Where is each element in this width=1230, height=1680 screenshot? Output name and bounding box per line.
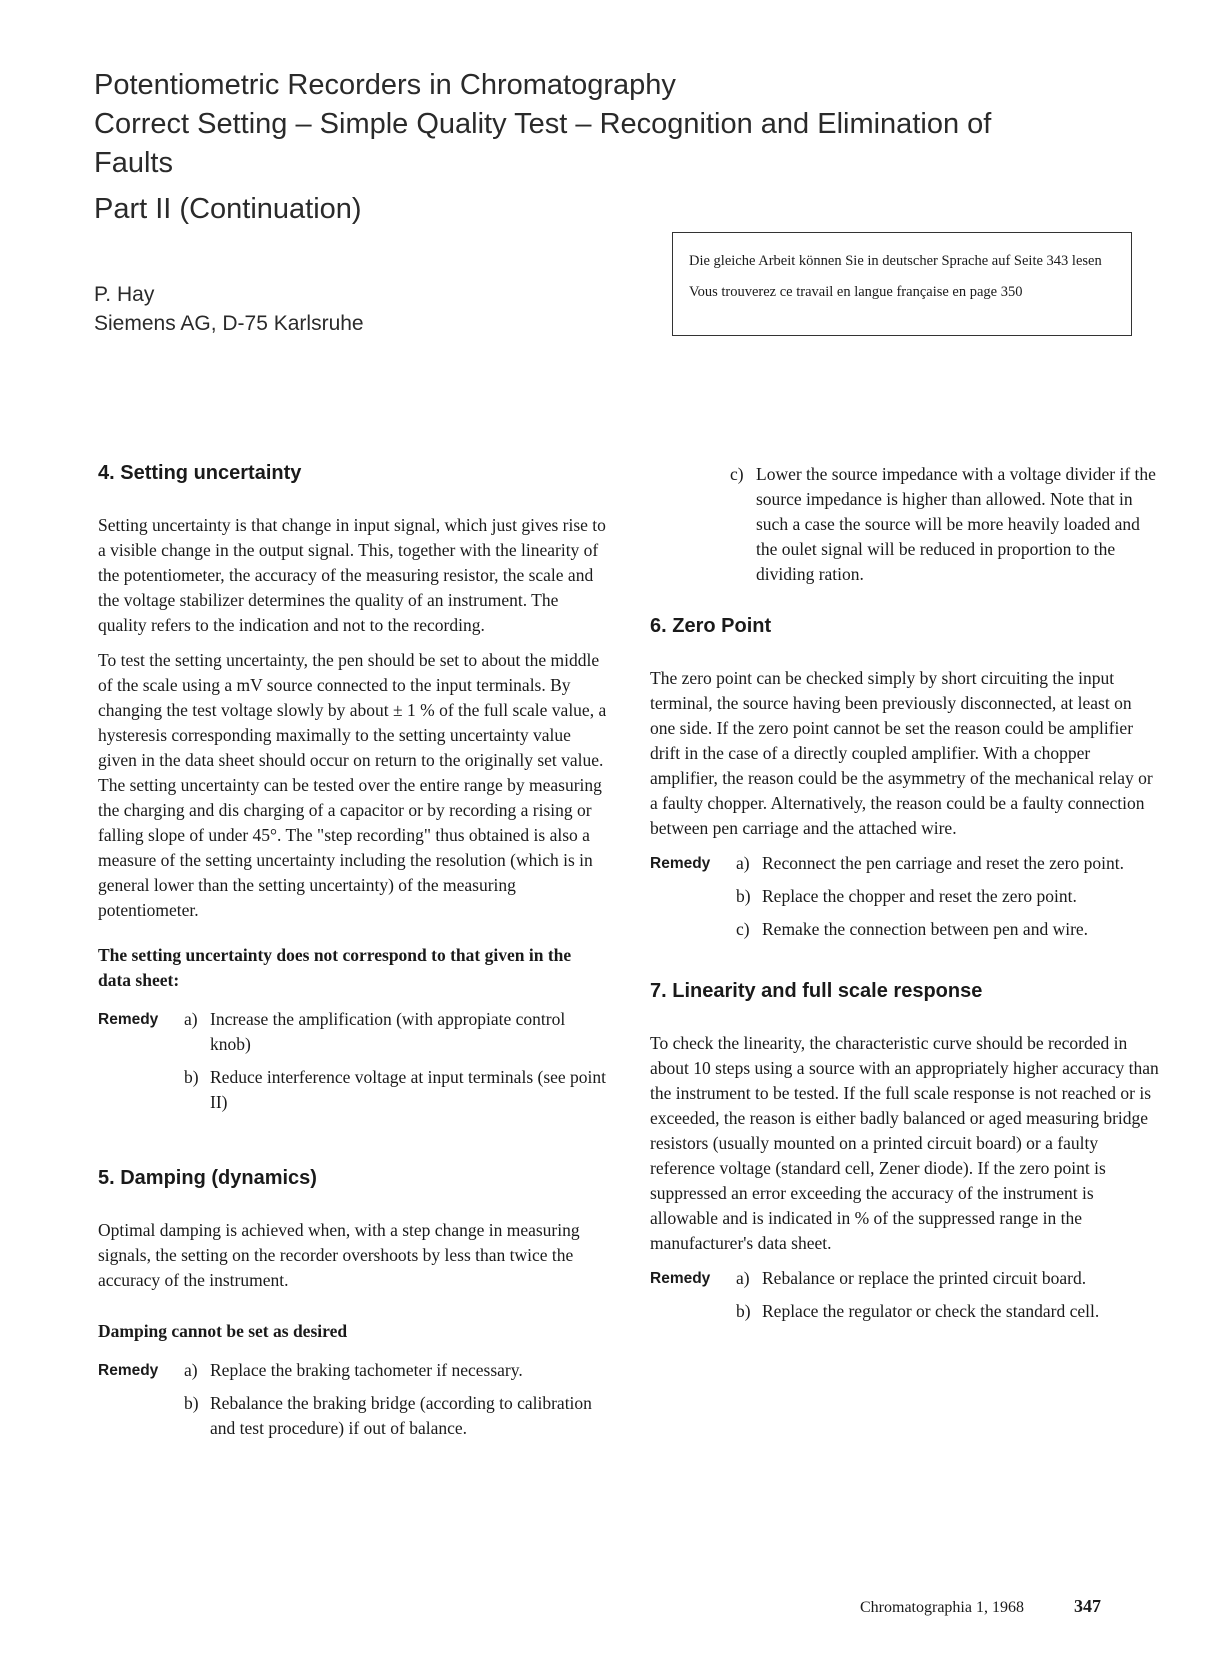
section-4-subheading: The setting uncertainty does not correspond to that given in the data sheet: <box>98 945 572 990</box>
section-5-subheading: Damping cannot be set as desired <box>98 1321 348 1341</box>
remedy-key: b) <box>184 1067 199 1087</box>
remedy-key: c) <box>736 919 750 939</box>
remedy-label: Remedy <box>98 1011 159 1028</box>
author-affiliation: Siemens AG, D-75 Karlsruhe <box>94 312 364 335</box>
remedy-key: a) <box>736 1268 750 1288</box>
remedy-item <box>184 1391 608 1441</box>
section-4-paragraph-2: To test the setting uncertainty, the pen should be set to about the middle of the scale using a mV source connected to the input terminals. By changing the test voltage slowly by about ± 1 % of the full scale value, a hysteresis corresponding maximally to the setting uncertainty value given in the data sheet should occur on return to the originally set value. The setting uncertainty can be tested over the entire range by measuring the charging and dis charging of a capacitor or by recording a rising or falling slope of under 45°. The "step recording" thus obtained is also a measure of the setting uncertainty including the resolution (which is in general lower than the setting uncertainty) of the measuring potentiometer. <box>98 650 607 920</box>
remedy-text: Replace the braking tachometer if necessary. <box>210 1360 523 1380</box>
continued-remedy-item <box>730 462 1160 587</box>
remedy-item <box>736 851 1160 876</box>
section-4-paragraph-1: Setting uncertainty is that change in input signal, which just gives rise to a visible change in the output signal. This, together with the linearity of the potentiometer, the accuracy of the measuring resistor, the scale and the voltage stabilizer determines the quality of an instrument. The quality refers to the indication and not to the recording. <box>98 515 606 635</box>
part-subtitle: Part II (Continuation) <box>94 193 362 225</box>
remedy-item <box>184 1065 608 1115</box>
remedy-item <box>736 1266 1160 1291</box>
french-notice: Vous trouverez ce travail en langue française en page 350 <box>689 284 1023 300</box>
remedy-text: Rebalance or replace the printed circuit board. <box>762 1268 1087 1288</box>
remedy-key: a) <box>184 1009 198 1029</box>
title-line-3: Faults <box>94 147 173 179</box>
remedy-key: b) <box>184 1393 199 1413</box>
page-footer <box>860 1596 1101 1617</box>
section-5-remedy-list <box>98 1358 608 1449</box>
remedy-key: a) <box>184 1360 198 1380</box>
section-6-paragraph-1: The zero point can be checked simply by short circuiting the input terminal, the source having been previously disconnected, at least on one side. If the zero point cannot be set the reason could be amplifier drift in the case of a directly coupled amplifier. With a chopper amplifier, the reason could be the asymmetry of the mechanical relay or a faulty chopper. Alternatively, the reason could be a faulty connection between pen carriage and the attached wire. <box>650 668 1153 838</box>
section-7-remedy-list <box>650 1266 1160 1332</box>
german-notice: Die gleiche Arbeit können Sie in deutscher Sprache auf Seite 343 lesen <box>689 253 1102 269</box>
remedy-label: Remedy <box>650 1270 711 1287</box>
section-7-heading: 7. Linearity and full scale response <box>650 980 983 1002</box>
remedy-key: c) <box>730 464 744 484</box>
section-5-paragraph-1: Optimal damping is achieved when, with a step change in measuring signals, the setting on the recorder overshoots by less than twice the accuracy of the instrument. <box>98 1220 580 1290</box>
title-block <box>94 66 1154 226</box>
left-column <box>98 462 608 1461</box>
remedy-label: Remedy <box>98 1362 159 1379</box>
journal-citation: Chromatographia 1, 1968 <box>860 1599 1024 1616</box>
remedy-item <box>184 1007 608 1057</box>
language-notice-box <box>672 232 1132 336</box>
remedy-key: b) <box>736 1301 751 1321</box>
remedy-text: Reconnect the pen carriage and reset the zero point. <box>762 853 1124 873</box>
remedy-item <box>736 884 1160 909</box>
section-7-paragraph-1: To check the linearity, the characteristic curve should be recorded in about 10 steps using a source with an appropriately higher accuracy than the instrument to be tested. If the full scale response is not reached or is exceeded, the reason is either badly balanced or aged measuring bridge resistors (usually mounted on a printed circuit board) or a faulty reference voltage (standard cell, Zener diode). If the zero point is suppressed an error exceeding the accuracy of the instrument is allowable and is indicated in % of the suppressed range in the manufacturer's data sheet. <box>650 1033 1159 1253</box>
title-line-1: Potentiometric Recorders in Chromatography <box>94 69 676 101</box>
author-block <box>94 280 364 338</box>
remedy-item <box>736 917 1160 942</box>
section-4-remedy-list <box>98 1007 608 1123</box>
remedy-label: Remedy <box>650 855 711 872</box>
remedy-key: a) <box>736 853 750 873</box>
title-line-2: Correct Setting – Simple Quality Test – Recognition and Elimination of <box>94 108 992 140</box>
section-4-heading: 4. Setting uncertainty <box>98 462 302 484</box>
section-6-heading: 6. Zero Point <box>650 615 772 637</box>
remedy-item <box>736 1299 1160 1324</box>
remedy-text: Lower the source impedance with a voltage divider if the source impedance is higher than allowed. Note that in such a case the source will be more heavily loaded and the oulet signal will be reduced in proportion to the dividing ration. <box>756 464 1156 584</box>
section-6-remedy-list <box>650 851 1160 950</box>
remedy-text: Replace the chopper and reset the zero point. <box>762 886 1077 906</box>
remedy-item <box>184 1358 608 1383</box>
section-5-heading: 5. Damping (dynamics) <box>98 1167 317 1189</box>
page-number: 347 <box>1073 1596 1101 1616</box>
remedy-key: b) <box>736 886 751 906</box>
remedy-text: Replace the regulator or check the standard cell. <box>762 1301 1100 1321</box>
remedy-text: Remake the connection between pen and wire. <box>762 919 1089 939</box>
remedy-text: Reduce interference voltage at input terminals (see point II) <box>210 1067 607 1112</box>
right-column <box>650 462 1160 1344</box>
author-name: P. Hay <box>94 283 155 306</box>
remedy-text: Increase the amplification (with appropiate control knob) <box>210 1009 566 1054</box>
remedy-text: Rebalance the braking bridge (according to calibration and test procedure) if out of balance. <box>210 1393 592 1438</box>
